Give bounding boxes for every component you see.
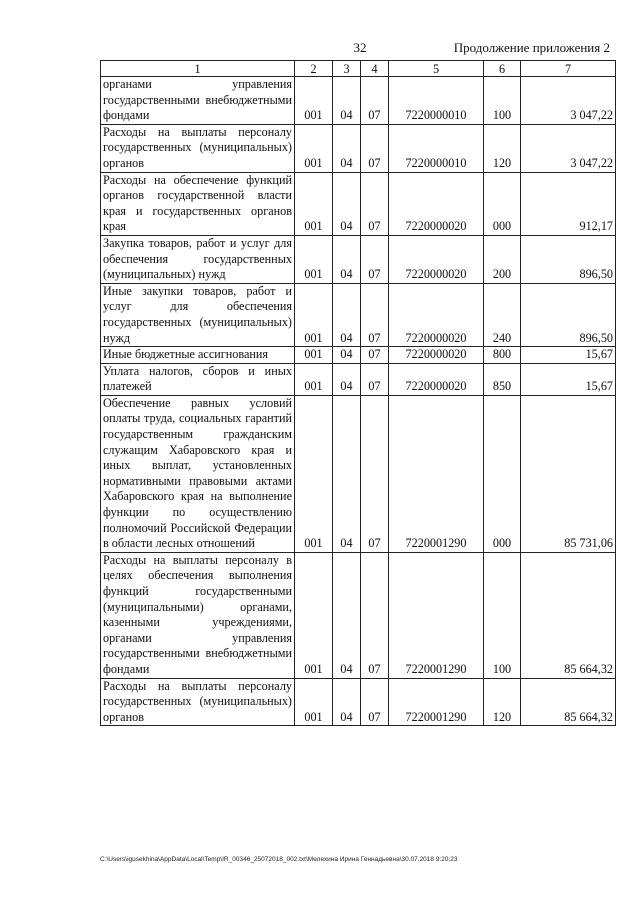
row-amount: 15,67	[521, 347, 616, 364]
row-subsection-code: 07	[361, 347, 389, 364]
row-ministry-code: 001	[295, 395, 333, 552]
row-subsection-code: 07	[361, 124, 389, 172]
row-amount: 912,17	[521, 172, 616, 235]
column-header-row	[101, 61, 616, 77]
row-name: Расходы на выплаты персоналу государственных (муниципальных) органов	[101, 678, 295, 726]
continuation-label: Продолжение приложения 2	[453, 40, 610, 55]
row-amount: 3 047,22	[521, 77, 616, 125]
row-amount: 15,67	[521, 363, 616, 395]
row-expense-type: 800	[484, 347, 521, 364]
row-section-code: 04	[333, 395, 361, 552]
column-header: 2	[295, 61, 333, 77]
row-ministry-code: 001	[295, 363, 333, 395]
table-row	[101, 363, 616, 395]
row-subsection-code: 07	[361, 283, 389, 346]
row-name: Расходы на выплаты персоналу государственных (муниципальных) органов	[101, 124, 295, 172]
column-header: 5	[389, 61, 484, 77]
column-header: 3	[333, 61, 361, 77]
row-target-code: 7220000020	[389, 172, 484, 235]
row-name: Закупка товаров, работ и услуг для обеспечения государственных (муниципальных) нужд	[101, 235, 295, 283]
column-header: 1	[101, 61, 295, 77]
table-row	[101, 678, 616, 726]
table-row	[101, 395, 616, 552]
column-header: 6	[484, 61, 521, 77]
row-amount: 3 047,22	[521, 124, 616, 172]
row-ministry-code: 001	[295, 235, 333, 283]
column-header: 7	[521, 61, 616, 77]
row-ministry-code: 001	[295, 172, 333, 235]
row-target-code: 7220001290	[389, 678, 484, 726]
row-amount: 896,50	[521, 235, 616, 283]
row-subsection-code: 07	[361, 172, 389, 235]
table-row	[101, 283, 616, 346]
row-target-code: 7220000020	[389, 235, 484, 283]
page-number: 32	[353, 40, 367, 55]
row-target-code: 7220000010	[389, 124, 484, 172]
row-section-code: 04	[333, 347, 361, 364]
table-row	[101, 77, 616, 125]
row-target-code: 7220000010	[389, 77, 484, 125]
row-expense-type: 240	[484, 283, 521, 346]
row-expense-type: 100	[484, 77, 521, 125]
row-ministry-code: 001	[295, 124, 333, 172]
row-ministry-code: 001	[295, 283, 333, 346]
row-amount: 85 664,32	[521, 678, 616, 726]
row-name: Уплата налогов, сборов и иных платежей	[101, 363, 295, 395]
row-amount: 85 731,06	[521, 395, 616, 552]
row-subsection-code: 07	[361, 363, 389, 395]
row-section-code: 04	[333, 172, 361, 235]
row-target-code: 7220000020	[389, 347, 484, 364]
row-amount: 85 664,32	[521, 552, 616, 678]
row-target-code: 7220001290	[389, 552, 484, 678]
row-name: Иные бюджетные ассигнования	[101, 347, 295, 364]
row-subsection-code: 07	[361, 77, 389, 125]
row-section-code: 04	[333, 77, 361, 125]
table-row	[101, 347, 616, 364]
table-row	[101, 172, 616, 235]
row-name: Иные закупки товаров, работ и услуг для обеспечения государственных (муниципальных) нужд	[101, 283, 295, 346]
row-section-code: 04	[333, 283, 361, 346]
row-amount: 896,50	[521, 283, 616, 346]
budget-table	[100, 60, 616, 726]
table-row	[101, 552, 616, 678]
row-section-code: 04	[333, 678, 361, 726]
row-subsection-code: 07	[361, 552, 389, 678]
row-ministry-code: 001	[295, 77, 333, 125]
row-ministry-code: 001	[295, 678, 333, 726]
row-expense-type: 120	[484, 678, 521, 726]
row-subsection-code: 07	[361, 678, 389, 726]
row-subsection-code: 07	[361, 395, 389, 552]
row-name: Расходы на обеспечение функций органов государственной власти края и государственных органов края	[101, 172, 295, 235]
row-ministry-code: 001	[295, 347, 333, 364]
row-name: органами управления государственными внебюджетными фондами	[101, 77, 295, 125]
row-section-code: 04	[333, 363, 361, 395]
row-subsection-code: 07	[361, 235, 389, 283]
row-section-code: 04	[333, 235, 361, 283]
row-expense-type: 850	[484, 363, 521, 395]
row-expense-type: 100	[484, 552, 521, 678]
table-row	[101, 124, 616, 172]
table-row	[101, 235, 616, 283]
row-expense-type: 120	[484, 124, 521, 172]
row-section-code: 04	[333, 124, 361, 172]
row-name: Обеспечение равных условий оплаты труда, социальных гарантий государственным гражданским служащим Хабаровского края и иных выплат, установленных нормативными правовыми актами Хабаровского края на выполнение функции по осуществлению полномочий Российской Федерации в области лесных отношений	[101, 395, 295, 552]
row-target-code: 7220000020	[389, 283, 484, 346]
file-path-footer: C:\Users\igusekhina\AppData\Local\Temp\IR_00346_25072018_002.txt\Мелехина Ирина Геннадьевна\30.07.2018 9:20:23	[100, 856, 458, 863]
row-name: Расходы на выплаты персоналу в целях обеспечения выполнения функций государственными (муниципальными) органами, казенными учреждениями, органами управления государственными внебюджетными фондами	[101, 552, 295, 678]
row-target-code: 7220000020	[389, 363, 484, 395]
row-expense-type: 000	[484, 172, 521, 235]
row-expense-type: 200	[484, 235, 521, 283]
column-header: 4	[361, 61, 389, 77]
row-expense-type: 000	[484, 395, 521, 552]
row-section-code: 04	[333, 552, 361, 678]
row-target-code: 7220001290	[389, 395, 484, 552]
row-ministry-code: 001	[295, 552, 333, 678]
